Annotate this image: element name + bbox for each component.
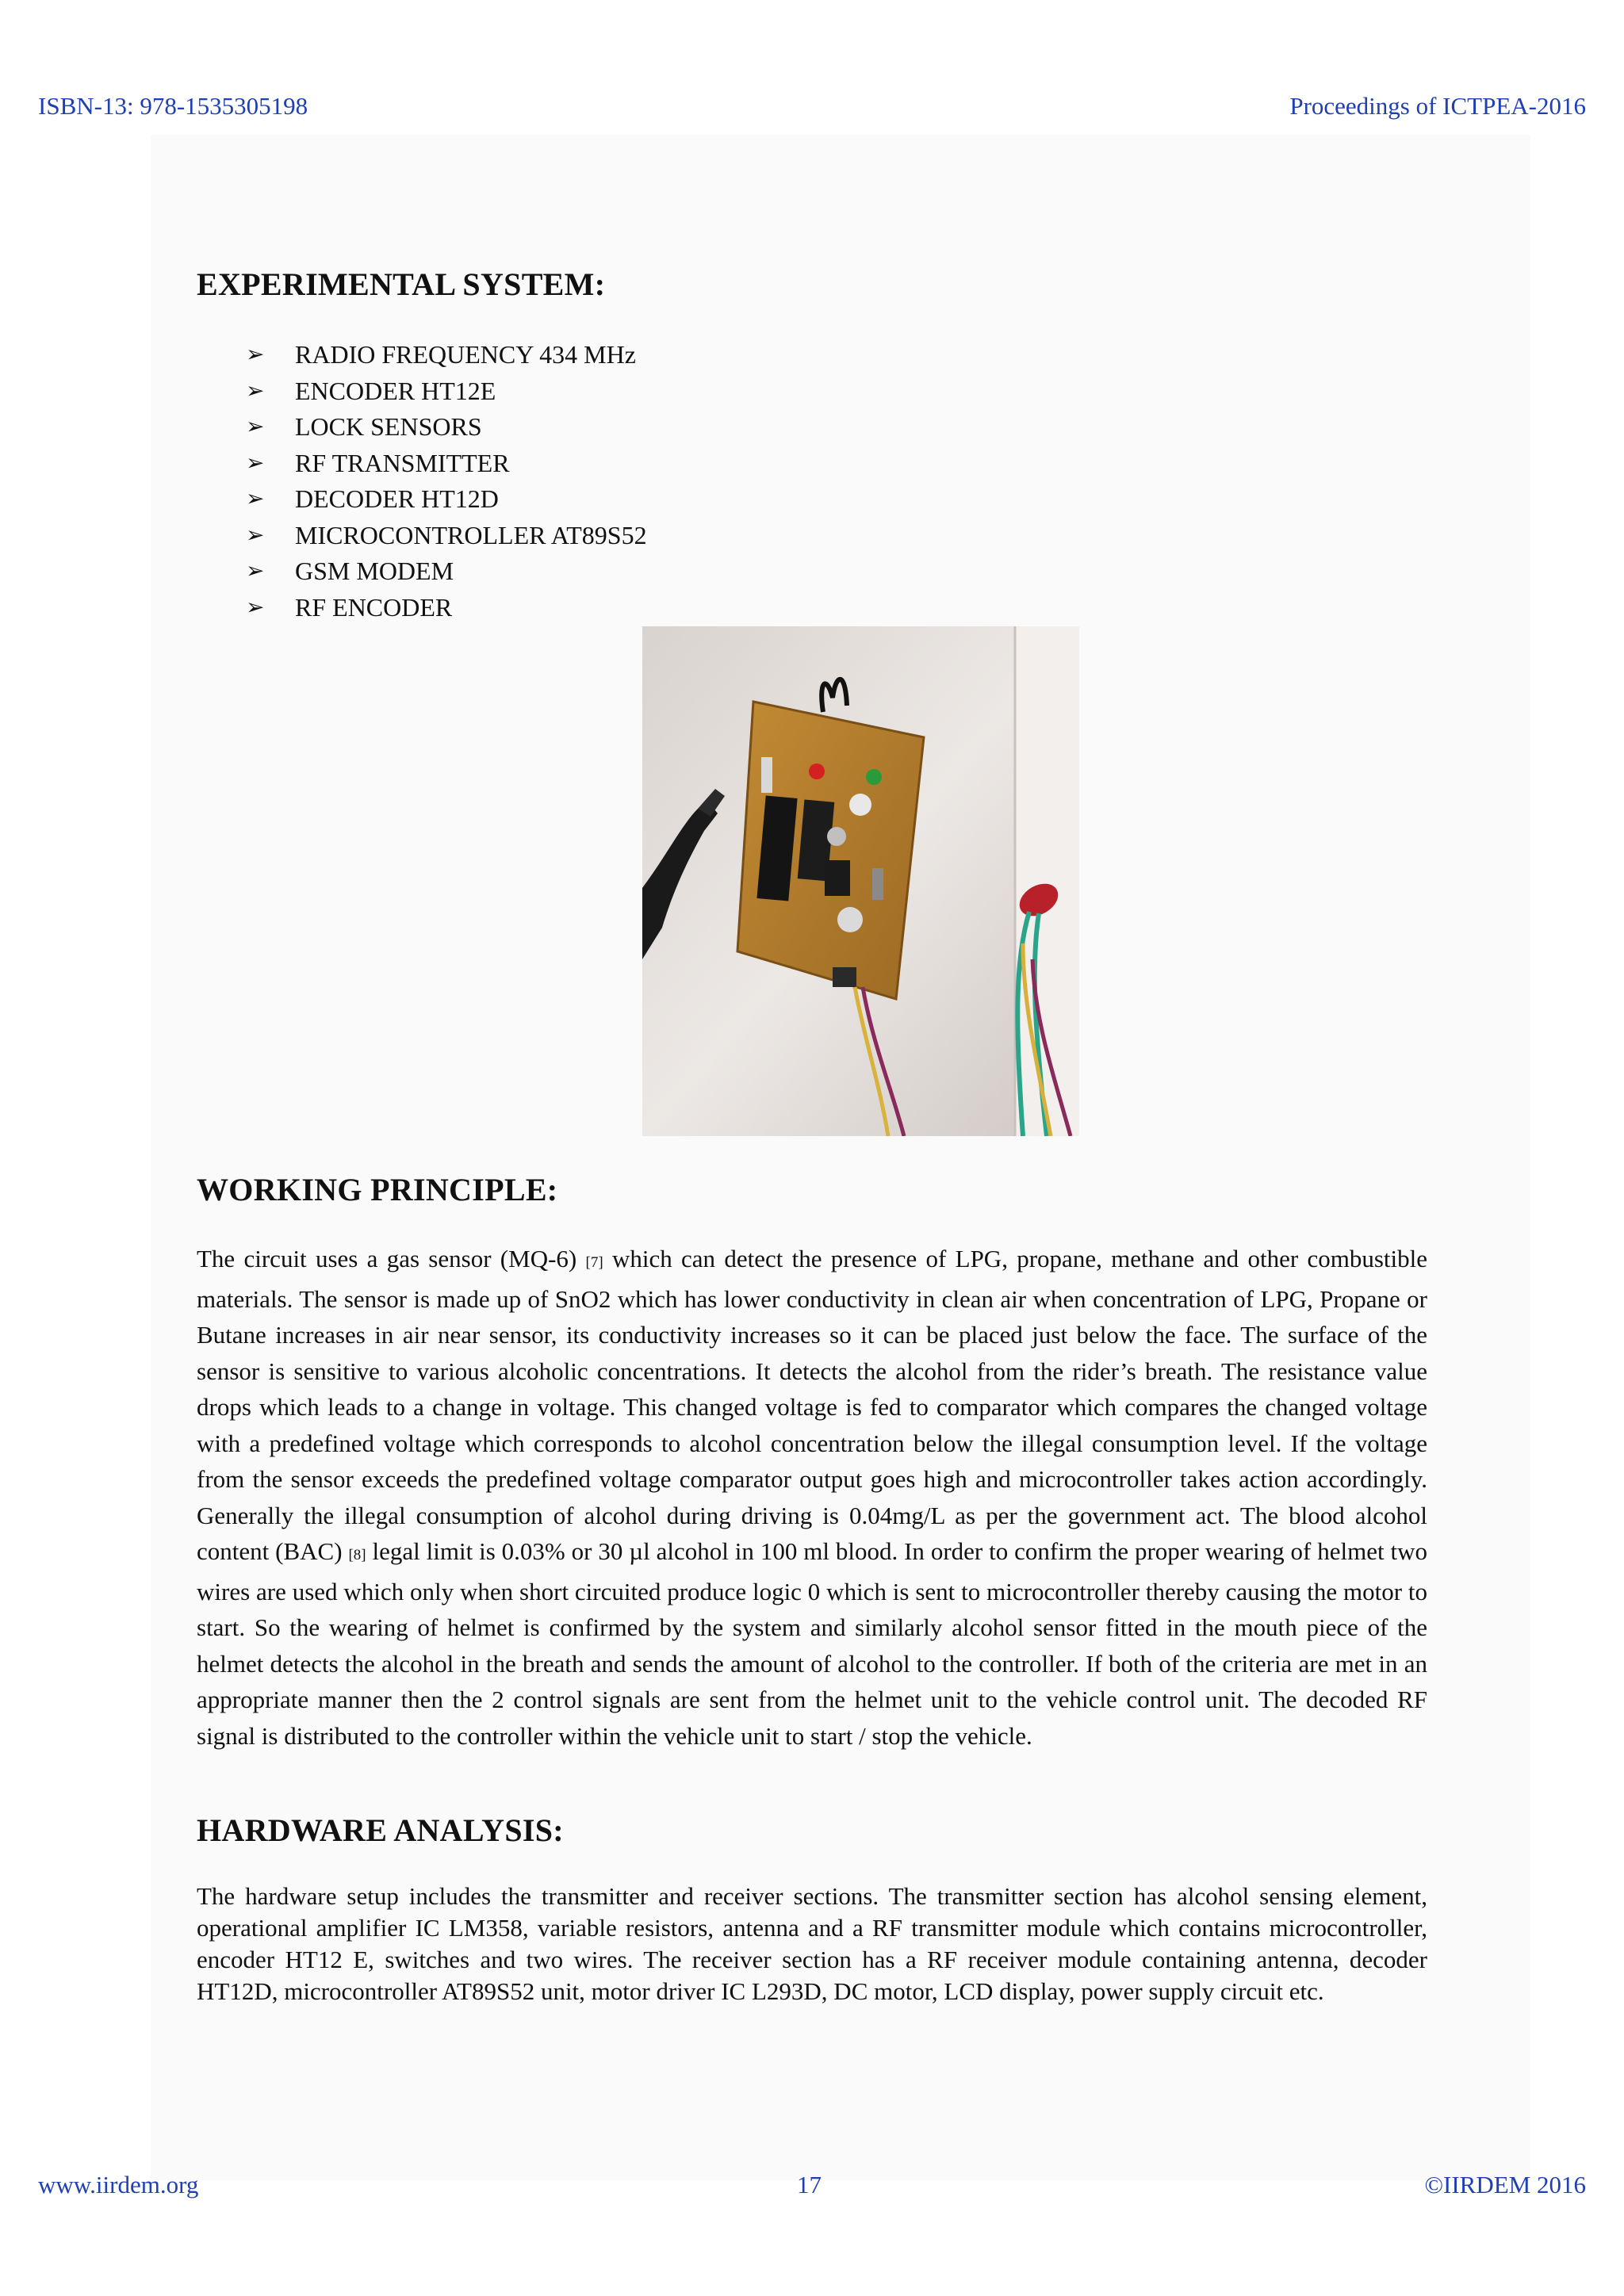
arrow-bullet-icon: ➢	[246, 487, 265, 511]
arrow-bullet-icon: ➢	[246, 450, 265, 476]
citation: [8]	[348, 1547, 366, 1563]
arrow-bullet-icon: ➢	[246, 595, 265, 620]
website-link[interactable]: www.iirdem.org	[38, 2171, 199, 2198]
copyright-text: ©IIRDEM 2016	[1424, 2171, 1586, 2198]
hardware-analysis-paragraph: The hardware setup includes the transmitter and receiver sections. The transmitter section has alcohol sensing element, operational amplifier IC LM358, variable resistors, antenna and a RF transmitter module which contains microcontroller, encoder HT12 E, switches and two wires. The receiver section has a RF receiver module containing antenna, decoder HT12D, microcontroller AT89S52 unit, motor driver IC L293D, DC motor, LCD display, power supply circuit etc.	[197, 1882, 1427, 2005]
experimental-system-heading: EXPERIMENTAL SYSTEM:	[197, 266, 606, 302]
experimental-system-list	[246, 337, 647, 626]
arrow-bullet-icon: ➢	[246, 342, 265, 367]
list-item: ➢ RF ENCODER	[246, 590, 647, 626]
arrow-bullet-icon: ➢	[246, 415, 265, 439]
circuit-board-photo	[642, 626, 1079, 1136]
citation: [7]	[585, 1254, 603, 1271]
arrow-bullet-icon: ➢	[246, 522, 265, 548]
isbn-header: ISBN-13: 978-1535305198	[38, 92, 308, 120]
list-item: ➢ MICROCONTROLLER AT89S52	[246, 518, 647, 554]
hardware-analysis-heading: HARDWARE ANALYSIS:	[197, 1812, 564, 1848]
arrow-bullet-icon: ➢	[246, 559, 265, 584]
working-principle-paragraph: The circuit uses a gas sensor (MQ-6) [7] which can detect the presence of LPG, propane, methane and other combustible materials. The sensor is made up of SnO2 which has lower conductivity in clean air when concentration of LPG, Propane or Butane increases in air near sensor, its conductivity increases so it can be placed just below the face. The surface of the sensor is sensitive to various alcoholic concentrations. It detects the alcohol from the rider’s breath. The resistance value drops which leads to a change in voltage. This changed voltage is fed to comparator which compares the changed voltage with a predefined voltage which corresponds to alcohol concentration below the illegal consumption level. If the voltage from the sensor exceeds the predefined voltage comparator output goes high and microcontroller takes action accordingly. Generally the illegal consumption of alcohol during driving is 0.04mg/L as per the government act. The blood alcohol content (BAC) [8] legal limit is 0.03% or 30 µl alcohol in 100 ml blood. In order to confirm the proper wearing of helmet two wires are used which only when short circuited produce logic 0 which is sent to microcontroller thereby causing the motor to start. So the wearing of helmet is confirmed by the system and similarly alcohol sensor fitted in the mouth piece of the helmet detects the alcohol in the breath and sends the amount of alcohol to the controller. If both of the criteria are met in an appropriate manner then the 2 control signals are sent from the helmet unit to the vehicle control unit. The decoded RF signal is distributed to the controller within the vehicle unit to start / stop the vehicle.	[197, 1245, 1427, 1750]
list-item: ➢ RADIO FREQUENCY 434 MHz	[246, 337, 647, 373]
list-item: ➢ GSM MODEM	[246, 553, 647, 590]
proceedings-header: Proceedings of ICTPEA-2016	[1289, 92, 1586, 120]
page-number: 17	[797, 2171, 822, 2198]
list-item: ➢ ENCODER HT12E	[246, 373, 647, 410]
list-item: ➢ DECODER HT12D	[246, 481, 647, 518]
working-principle-heading: WORKING PRINCIPLE:	[197, 1172, 558, 1207]
arrow-bullet-icon: ➢	[246, 378, 265, 404]
list-item: ➢ RF TRANSMITTER	[246, 446, 647, 482]
list-item: ➢ LOCK SENSORS	[246, 409, 647, 446]
